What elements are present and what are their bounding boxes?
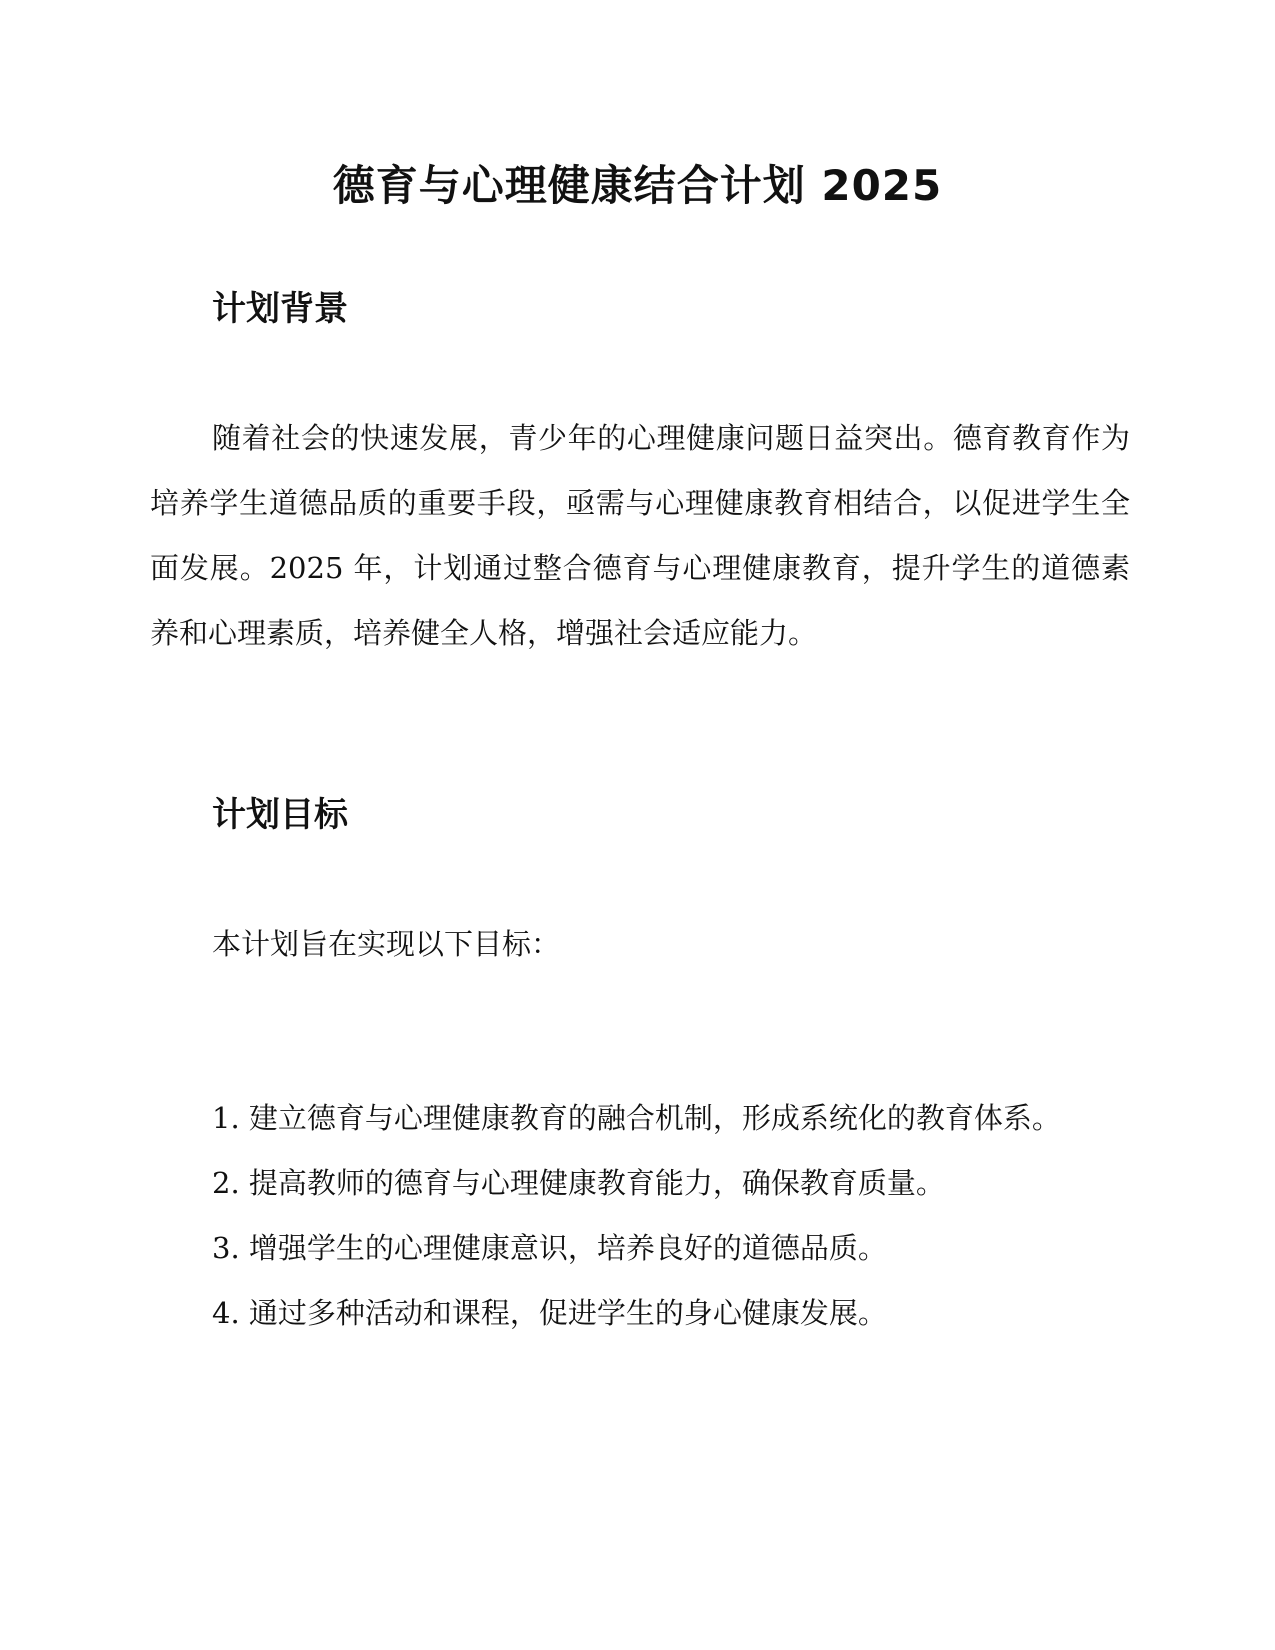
list-item: 2. 提高教师的德育与心理健康教育能力，确保教育质量。	[212, 1166, 945, 1200]
section-heading-background: 计划背景	[212, 289, 348, 329]
goals-intro: 本计划旨在实现以下目标：	[212, 927, 561, 961]
goals-list	[150, 1086, 1130, 1346]
list-item: 4. 通过多种活动和课程，促进学生的身心健康发展。	[212, 1296, 887, 1330]
list-item: 1. 建立德育与心理健康教育的融合机制，形成系统化的教育体系。	[212, 1101, 1061, 1135]
section-heading-goals: 计划目标	[212, 795, 348, 835]
background-paragraph: 随着社会的快速发展，青少年的心理健康问题日益突出。德育教育作为培养学生道德品质的重要手段，亟需与心理健康教育相结合，以促进学生全面发展。2025 年，计划通过整合德育与心理健康教育，提升学生的道德素养和心理素质，培养健全人格，增强社会适应能力。	[150, 421, 1130, 650]
document-title: 德育与心理健康结合计划 2025	[332, 161, 943, 210]
list-item: 3. 增强学生的心理健康意识，培养良好的道德品质。	[212, 1231, 887, 1265]
